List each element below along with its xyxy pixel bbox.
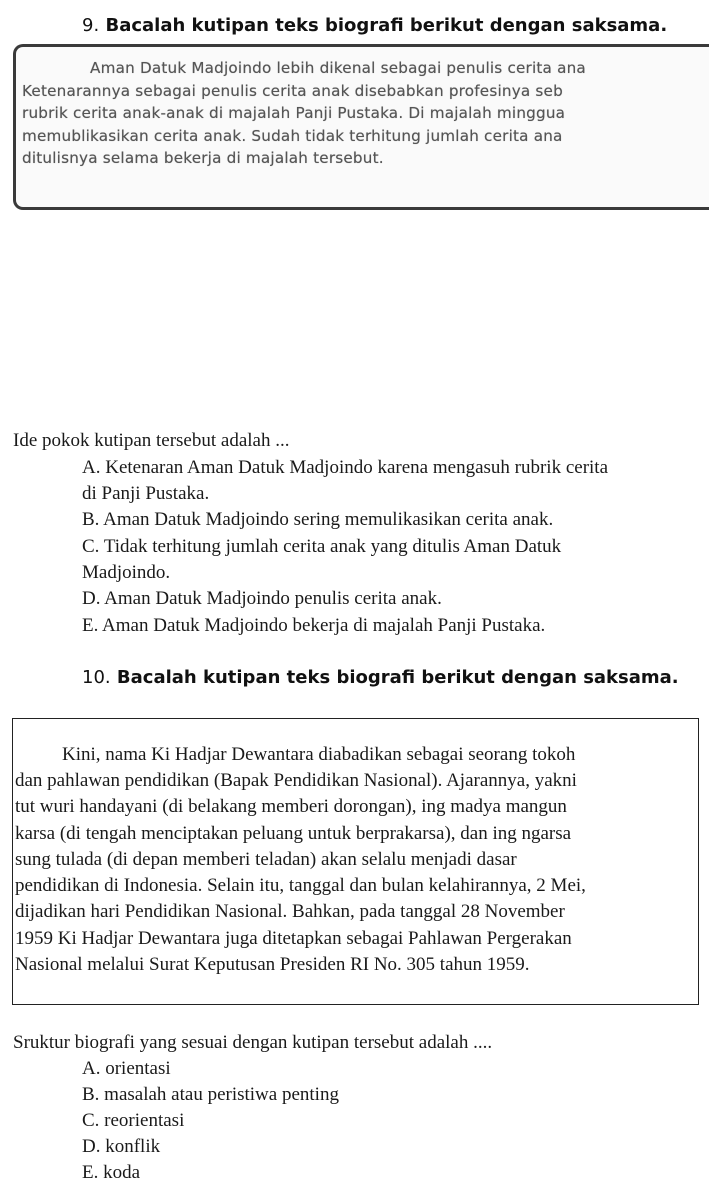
q10-option-a[interactable]: A. orientasi [82, 1058, 171, 1079]
q9-passage-line: memublikasikan cerita anak. Sudah tidak terhitung jumlah cerita ana [22, 126, 563, 145]
q9-option-c[interactable]: C. Tidak terhitung jumlah cerita anak yang ditulis Aman Datuk [82, 536, 562, 557]
q9-passage-line: rubrik cerita anak-anak di majalah Panji Pustaka. Di majalah minggua [22, 104, 566, 122]
q10-heading-text: Bacalah kutipan teks biografi berikut dengan saksama. [116, 667, 679, 688]
q10-passage-line: dan pahlawan pendidikan (Bapak Pendidikan Nasional). Ajarannya, yakni [15, 770, 577, 791]
q9-option-c-cont: Madjoindo. [82, 562, 171, 583]
q10-passage-line: dijadikan hari Pendidikan Nasional. Bahkan, pada tanggal 28 November [15, 901, 565, 922]
q10-passage-line: karsa (di tengah menciptakan peluang untuk berprakarsa), dan ing ngarsa [15, 823, 572, 844]
q10-passage-line: tut wuri handayani (di belakang memberi dorongan), ing madya mangun [15, 796, 567, 817]
q10-option-e[interactable]: E. koda [82, 1162, 141, 1183]
q9-question: Ide pokok kutipan tersebut adalah ... [13, 430, 290, 451]
q10-option-b[interactable]: B. masalah atau peristiwa penting [82, 1084, 339, 1105]
q10-heading [82, 667, 679, 688]
q9-option-a-cont: di Panji Pustaka. [82, 483, 210, 504]
q9-option-d[interactable]: D. Aman Datuk Madjoindo penulis cerita anak. [82, 588, 442, 609]
q9-passage-line: Ketenarannya sebagai penulis cerita anak disebabkan profesinya seb [22, 81, 563, 100]
q10-passage-line: sung tulada (di depan memberi teladan) akan selalu menjadi dasar [15, 849, 517, 870]
q10-passage-line: Nasional melalui Surat Keputusan Presiden RI No. 305 tahun 1959. [15, 954, 530, 975]
q10-option-d[interactable]: D. konflik [82, 1136, 161, 1157]
q10-option-c[interactable]: C. reorientasi [82, 1110, 185, 1131]
q9-option-e[interactable]: E. Aman Datuk Madjoindo bekerja di majalah Panji Pustaka. [82, 615, 546, 636]
q9-heading [82, 15, 667, 36]
q10-passage-line: pendidikan di Indonesia. Selain itu, tanggal dan bulan kelahirannya, 2 Mei, [15, 875, 586, 896]
q9-option-a[interactable]: A. Ketenaran Aman Datuk Madjoindo karena mengasuh rubrik cerita [82, 457, 609, 478]
q9-passage-line: Aman Datuk Madjoindo lebih dikenal sebagai penulis cerita ana [90, 59, 586, 77]
q9-passage [22, 57, 709, 170]
q9-number: 9. [82, 15, 100, 36]
q9-passage-line: ditulisnya selama bekerja di majalah tersebut. [22, 149, 384, 167]
q10-passage-line: 1959 Ki Hadjar Dewantara juga ditetapkan sebagai Pahlawan Pergerakan [15, 928, 572, 949]
q9-heading-text: Bacalah kutipan teks biografi berikut dengan saksama. [105, 15, 668, 36]
q10-number: 10. [82, 667, 111, 688]
q10-passage-line: Kini, nama Ki Hadjar Dewantara diabadikan sebagai seorang tokoh [62, 744, 576, 765]
q9-option-b[interactable]: B. Aman Datuk Madjoindo sering memulikasikan cerita anak. [82, 509, 554, 530]
q10-question: Sruktur biografi yang sesuai dengan kutipan tersebut adalah .... [13, 1032, 493, 1053]
